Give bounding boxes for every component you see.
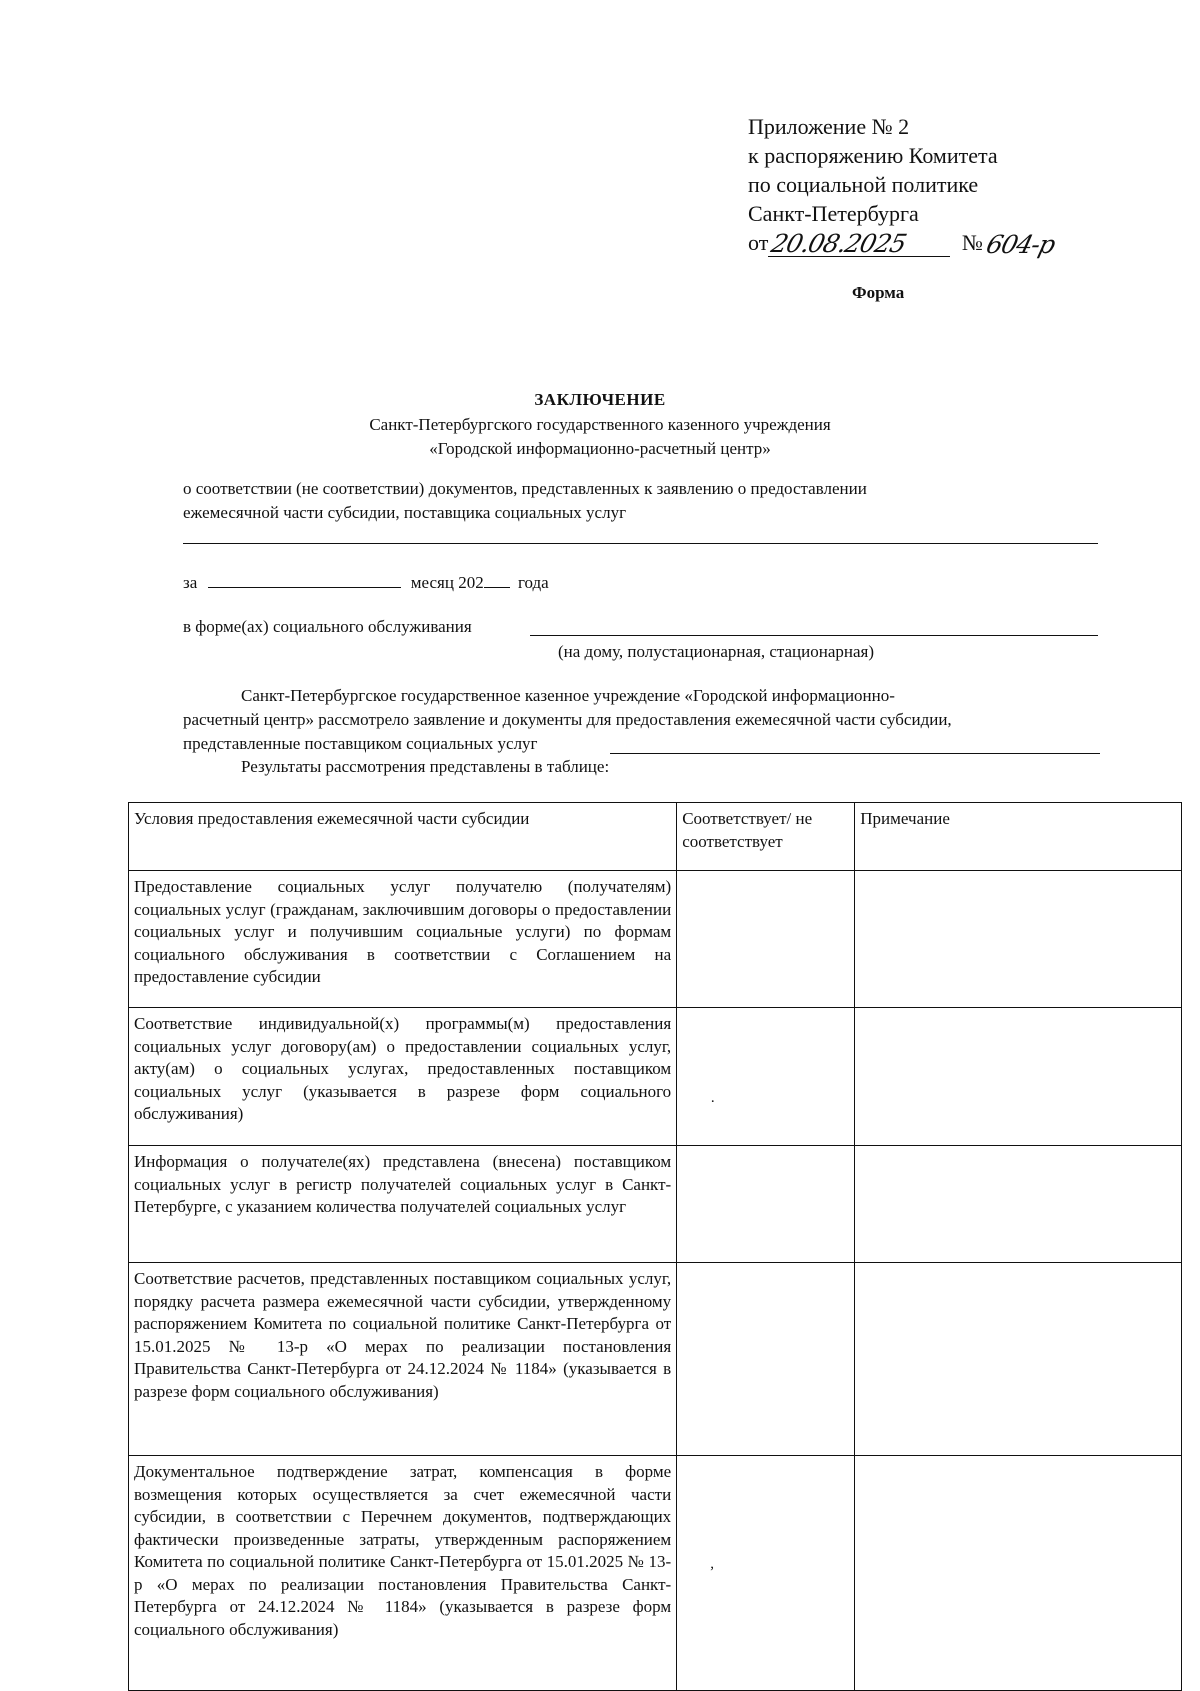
document-title: ЗАКЛЮЧЕНИЕ [534, 390, 666, 409]
table-row [129, 1263, 1182, 1456]
note-cell[interactable] [855, 1008, 1182, 1146]
period-line [183, 570, 549, 593]
appendix-line-3: по социальной политике [748, 172, 979, 197]
condition-cell: Документальное подтверждение затрат, компенсация в форме возмещения которых осуществляется за счет ежемесячной части субсидии, в соответствии с Перечнем документов, подтверждающих фактически произведенные затраты, утвержденным распоряжением Комитета по социальной политике Санкт-Петербурга от 15.01.2025 № 13-р «О мерах по реализации постановления Правительства Санкт-Петербурга от 24.12.2024 № 1184» (указывается в разрезе форм социального обслуживания) [129, 1456, 677, 1691]
compliance-cell[interactable] [677, 871, 855, 1008]
paragraph-line-1: Санкт-Петербургское государственное казенное учреждение «Городской информационно- [241, 686, 895, 705]
number-field [983, 230, 1075, 259]
handwritten-date: 20.08.2025 [768, 229, 910, 258]
scan-speck-icon: · [710, 1094, 716, 1110]
compliance-cell[interactable] [677, 1263, 855, 1456]
appendix-line-2: к распоряжению Комитета [748, 143, 998, 168]
month-label: месяц 202 [410, 573, 484, 592]
date-field [768, 229, 950, 258]
service-form-hint: (на дому, полустационарная, стационарная) [558, 642, 875, 661]
condition-cell: Соответствие расчетов, представленных поставщиком социальных услуг, порядку расчета размера ежемесячной части субсидии, утвержденному распоряжением Комитета по социальной политике Санкт-Петербурга от 15.01.2025 № 13-р «О мерах по реализации постановления Правительства Санкт-Петербурга от 24.12.2024 № 1184» (указывается в разрезе форм социального обслуживания) [129, 1263, 677, 1456]
note-cell[interactable] [855, 1456, 1182, 1691]
appendix-header [748, 112, 1075, 257]
intro-fill-line [183, 543, 1098, 544]
scan-speck-icon: , [710, 1556, 714, 1572]
condition-cell: Предоставление социальных услуг получателю (получателям) социальных услуг (гражданам, заключившим договоры о предоставлении социальных услуг и получившим социальные услуги) по формам социального обслуживания в соответствии с Соглашением на предоставление субсидии [129, 871, 677, 1008]
appendix-date-number-line [748, 228, 1075, 257]
appendix-line-1: Приложение № 2 [748, 114, 910, 139]
table-row [129, 1456, 1182, 1691]
compliance-cell[interactable] [677, 1146, 855, 1263]
compliance-cell[interactable] [677, 1008, 855, 1146]
subtitle-line-1: Санкт-Петербургского государственного казенного учреждения [369, 415, 831, 434]
header-compliance: Соответствует/ не соответствует [677, 803, 855, 871]
form-label: Форма [852, 283, 905, 302]
results-table [128, 802, 1182, 1691]
results-intro: Результаты рассмотрения представлены в таблице: [241, 757, 610, 776]
service-form-label: в форме(ах) социального обслуживания [183, 617, 472, 636]
paragraph-line-3: представленные поставщиком социальных услуг [183, 734, 538, 753]
service-form-fill-line [530, 635, 1098, 636]
compliance-cell[interactable] [677, 1456, 855, 1691]
subtitle-line-2: «Городской информационно-расчетный центр» [429, 439, 771, 458]
paragraph-line-2: расчетный центр» рассмотрело заявление и документы для предоставления ежемесячной части субсидии, [183, 710, 952, 729]
year-blank [484, 570, 510, 588]
provider-fill-line [610, 753, 1100, 754]
number-prefix: № [961, 230, 983, 255]
date-prefix: от [748, 230, 769, 255]
period-suffix: года [517, 573, 549, 592]
table-row [129, 1008, 1182, 1146]
intro-line-1: о соответствии (не соответствии) документов, представленных к заявлению о предоставлении [183, 479, 867, 498]
handwritten-number: 604-р [983, 230, 1058, 259]
table-header-row [129, 803, 1182, 871]
note-cell[interactable] [855, 871, 1182, 1008]
period-prefix: за [183, 573, 198, 592]
note-cell[interactable] [855, 1263, 1182, 1456]
header-condition: Условия предоставления ежемесячной части субсидии [129, 803, 677, 871]
table-row [129, 871, 1182, 1008]
condition-cell: Информация о получателе(ях) представлена (внесена) поставщиком социальных услуг в регистр получателей социальных услуг в Санкт-Петербурге, с указанием количества получателей социальных услуг [129, 1146, 677, 1263]
note-cell[interactable] [855, 1146, 1182, 1263]
header-note: Примечание [855, 803, 1182, 871]
appendix-line-4: Санкт-Петербурга [748, 201, 919, 226]
month-blank [208, 570, 401, 588]
table-row [129, 1146, 1182, 1263]
condition-cell: Соответствие индивидуальной(х) программы(м) предоставления социальных услуг договору(ам) о предоставлении социальных услуг, акту(ам) о социальных услугах, предоставленных поставщиком социальных услуг (указывается в разрезе форм социального обслуживания) [129, 1008, 677, 1146]
intro-line-2: ежемесячной части субсидии, поставщика социальных услуг [183, 503, 627, 522]
